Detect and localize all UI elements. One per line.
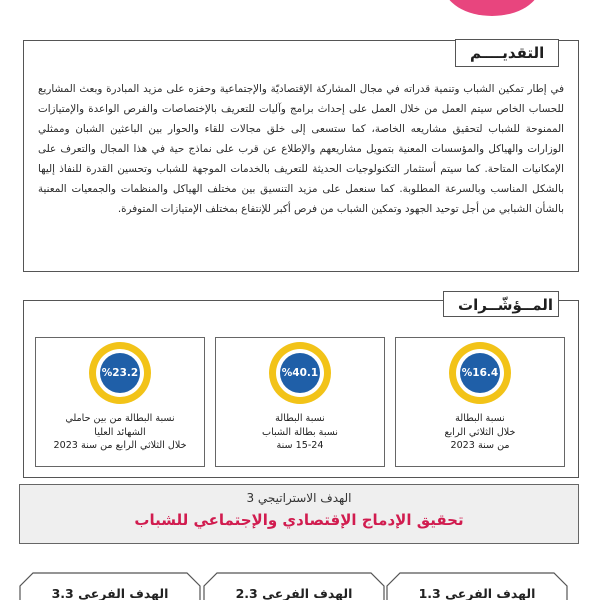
indicator-description: نسبة البطالة نسبة بطالة الشباب 15-24 سنة <box>262 413 338 451</box>
indicator-description: نسبة البطالة خلال الثلاثي الرابع من سنة 2023 <box>444 413 516 451</box>
indicators-title: المــؤشّــرات <box>443 291 559 317</box>
indicator-value: %40.1 <box>280 353 320 393</box>
introduction-panel <box>23 40 579 272</box>
indicator-description: نسبة البطالة من بين حاملي الشهائد العليا خلال الثلاثي الرابع من سنة 2023 <box>53 413 187 451</box>
sub-goal-2-3 <box>203 572 385 600</box>
sub-goal-3-3 <box>19 572 201 600</box>
indicator-card-graduate-unemployment <box>35 337 205 467</box>
indicator-ring <box>89 342 151 404</box>
sub-goal-label: الهدف الفرعي 3.3 <box>51 586 169 600</box>
introduction-title: التقديــــم <box>455 39 559 67</box>
indicator-card-youth-unemployment <box>215 337 385 467</box>
indicator-card-overall-unemployment <box>395 337 565 467</box>
indicator-value: %23.2 <box>100 353 140 393</box>
decorative-pink-circle <box>444 0 540 16</box>
indicator-ring <box>269 342 331 404</box>
indicator-value: %16.4 <box>460 353 500 393</box>
strategic-goal-banner <box>19 484 579 544</box>
sub-goal-label: الهدف الفرعي 1.3 <box>418 586 536 600</box>
sub-goal-label: الهدف الفرعي 2.3 <box>235 586 353 600</box>
strategic-goal-label: الهدف الاستراتيجي 3 <box>246 491 352 505</box>
introduction-paragraph: في إطار تمكين الشباب وتنمية قدراته في مجال المشاركة الإقتصاديّة والإجتماعية وحفزه على مزيد المبادرة وبعث المشاريع للحساب الخاص سيتم العمل من خلال العمل على إحداث برامج وآليات للتعريف بالإختصاصات والفرص الواعدة والإمتيازات الممنوحة للشباب لتحقيق مشاريعه الخاصة، كما ستسعى إلى خلق مجالات للقاء والحوار بين الباعثين الشبان وممثلي الوزارات والهياكل والمؤسسات المعنية بتمويل مشاريعهم والإطلاع عن قرب على نماذج حية في هذا المجال والتعرف على الإمكانيات المتاحة. كما سيتم أستثمار التكنولوجيات الحديثة للتعريف بالخدمات الموجهة للشباب وتحسين القدرة للنفاذ إليها بالشكل المناسب وبالسرعة المطلوبة. كما سنعمل على مزيد التنسيق بين مختلف الهياكل والمنظمات والجمعيات المعنية بالشأن الشبابي من أجل توحيد الجهود وتمكين الشباب من فرص أكبر للإنتفاع بمختلف الإمتيازات المتوفرة. <box>38 83 564 215</box>
indicator-ring <box>449 342 511 404</box>
indicators-panel <box>23 296 579 478</box>
sub-goal-1-3 <box>386 572 568 600</box>
strategic-goal-title: تحقيق الإدماج الإقتصادي والإجتماعي للشباب <box>134 511 464 529</box>
